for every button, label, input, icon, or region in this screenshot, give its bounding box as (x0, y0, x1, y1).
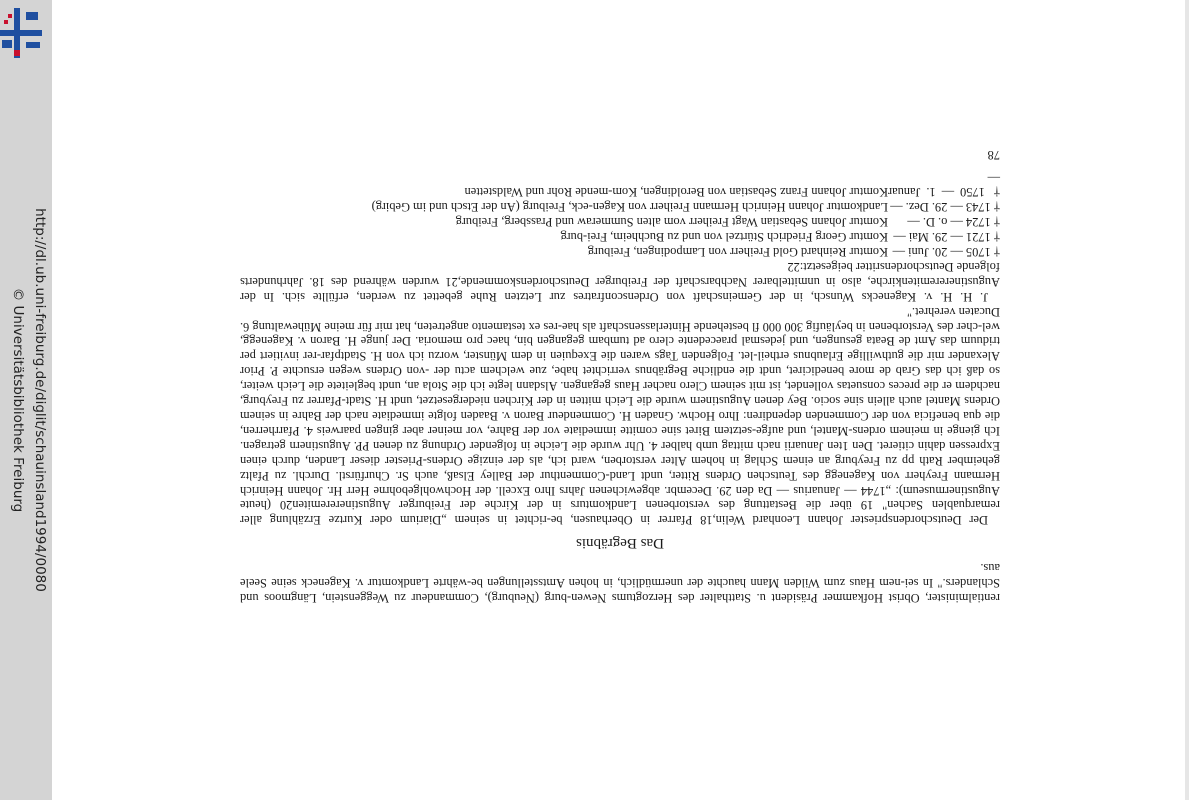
intro-paragraph: rentialminister, Obrist Hofkammer Präsident u. Statthalter des Herzogtums Newen-burg (Neuburg), Commandeur zu Weggenstein, Längmoos und Schlanders." In sei-nem Haus zum Wilden Mann hauchte der unermüdlich, in hohen Amtsstellungen be-währte Landkomtur v. Kageneck seine Seele aus. (240, 561, 1000, 605)
entry-description: Komtur Reinhard Gold Freiherr von Lampodingen, Freiburg (587, 245, 888, 260)
entry-description: Komtur Johann Sebastian Wagt Freiherr vom alten Summeraw und Prassberg, Freiburg (455, 215, 888, 230)
page-number: 78 (987, 147, 1000, 162)
scanned-page (240, 147, 1000, 605)
list-item (240, 229, 1000, 244)
burial-list (240, 170, 1000, 259)
list-item (240, 170, 1000, 200)
entry-date: † 1705 — 20. Juni — (892, 245, 1000, 260)
list-item (240, 214, 1000, 229)
entry-description: Komtur Georg Friedrich Stürtzel von und zu Buchheim, Frei-burg (560, 230, 888, 245)
copyright-notice: © Universitätsbibliothek Freiburg (10, 287, 26, 513)
entry-description: Landkomtur Johann Heinrich Hermann Freiherr von Kagen-eck, Freiburg (An der Etsch und im Gebirg) (371, 200, 888, 215)
body-paragraph-2: J. H. H. v. Kagenecks Wunsch, in der Gemeinschaft von Ordensconfratres zur Letzten Ruhe gebettet zu werden, erfüllte sich. In der Augustinereremitenkirche, also in unmittelbarer Nachbarschaft der Freiburger Deutschordenskommende,21 wurden während des 18. Jahrhunderts folgende Deutschordensritter beigesetzt:22 (240, 259, 1000, 304)
entry-date: † 1724 — o. D. — (907, 215, 1000, 230)
sidebar-caption (1, 20, 51, 780)
scrollbar-edge[interactable] (1185, 0, 1189, 800)
section-title: Das Begräbnis (576, 535, 664, 552)
list-item (240, 244, 1000, 259)
entry-date: † 1750 — 1. Januar — (888, 170, 1000, 200)
body-paragraph: Der Deutschordenspriester Johann Leonhard Welin,18 Pfarrer in Oberhausen, be-richtet in seinem „Diarium oder Kurtze Erzählung aller remarquablen Sachen" 19 über die Bestattung des verstorbenen Landkomturs in der Kirche der Freiburger Augustinereremiten20 (heute Augustinermuseum): „1744 — Januarius — Da den 29. Decembr. abgewichenen Jahrs Ihro Excell. der Hochwohlgebohrne Herr Hr. Johann Heinrich Hermann Freyherr von Kagenegg des Teutschen Ordens Ritter, undt Land-Commenthur der Balley Elsaß, auch Sr. Churfürstl. Durchl. zu Pfaltz geheimber Rath pp zu Freyburg an einem Schlag in hohem Alter verstorben, ward ich, als der einzige Ordens-Priester dieser Landen, durch einen Expressen dahin citieret. Den 1ten Januarii nach mittag umb halber 4. Uhr wurde die Leiche in folgender Ordnung zu denen PP. Augustinern getragen. Ich gienge in meinem ordens-Mantel, und aufge-setztem Biret sine comitte immediate vor der Bahre, vor meiner aber gingen paarweis 4. Pfarrherren, die qua beneficia von der Commenden dependiren: Ihro Hochw. Gnaden H. Commendeur Baron v. Baaden folgte immediate nach der Bahre in seinem Ordens Mantel auch allein sine socio. Bey denen Augustinern wurde die Leich mitten in der Kirchen niedergesetzet, undt H. Stadt-Pfarrer zu Freyburg, nachdem er die preces consuetas vollendet, ist mit seinem Clero nacher Haus gegangen. Alsdann legte ich die Stola an, undt begleitete die Leich weiter, so daß ich das Grab de more benediciret, undt die endliche Begräbnus verrichtet habe, zue welchem actu der -von Ordens wegen ersuchte P. Prior Alexander mir die guthwillige Erlaubnus ertheil-let. Folgenden Tags waren die Exequien in dem Münster, worzu ich von H. Stadtpfar-rer invitiert per triduum das Amt de Beata gesungen, und jedesmal praecedente clero ad tumbam gegangen bin, haec pro memoria. Der junge H. Baron v. Kagenegg, wel-cher des Verstorbenen in beyläufig 300 000 fl bestehende Hinterlassenschaft als hae-res ex testamento angetreten, hat mir für meine Mühewaltung 6. Ducaten verehret." (240, 304, 1000, 528)
document-url[interactable]: http://dl.ub.uni-freiburg.de/diglit/schauinsland1994/0080 (32, 208, 48, 592)
entry-date: † 1721 — 29. Mai — (893, 230, 1000, 245)
sidebar (0, 0, 52, 800)
entry-date: † 1743 — 29. Dez. — (890, 200, 1000, 215)
list-item (240, 199, 1000, 214)
entry-description: Komtur Johann Franz Sebastian von Beroldingen, Kom-mende Rohr und Waldstetten (464, 185, 888, 200)
